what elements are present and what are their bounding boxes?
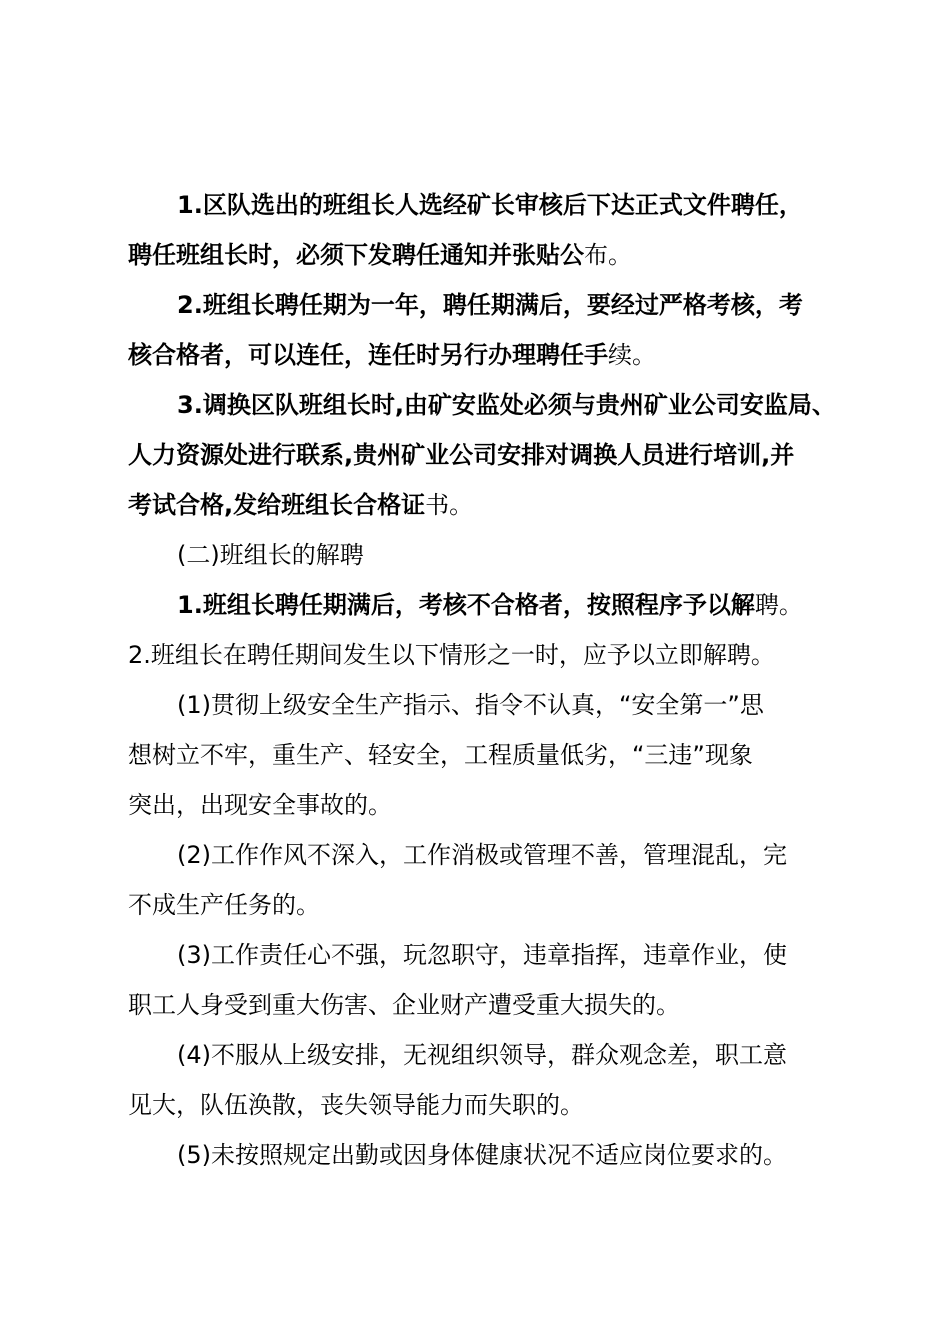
text-normal: 续。 <box>608 341 656 369</box>
condition-1-line-3 <box>128 788 392 822</box>
condition-1-line-2 <box>128 738 753 772</box>
text-bold: 3.调换区队班组长时,由矿安监处必须与贵州矿业公司安监局、 <box>177 391 836 419</box>
paragraph-2-line-2 <box>128 338 656 372</box>
text-bold: 聘任班组长时，必须下发聘任通知并张贴公 <box>128 241 584 269</box>
dismissal-item-1 <box>177 588 803 622</box>
text-normal: (1)贯彻上级安全生产指示、指令不认真，“安全第一”思 <box>177 691 764 719</box>
text-bold: 考试合格,发给班组长合格证 <box>128 491 426 519</box>
condition-3-line-1 <box>177 938 787 972</box>
section-heading <box>177 538 364 572</box>
condition-3-line-2 <box>128 988 680 1022</box>
text-normal: 想树立不牢，重生产、轻安全，工程质量低劣，“三违”现象 <box>128 741 753 769</box>
condition-5-line-1 <box>177 1138 787 1172</box>
text-bold: 人力资源处进行联系,贵州矿业公司安排对调换人员进行培训,并 <box>128 441 795 469</box>
text-bold: 1.区队选出的班组长人选经矿长审核后下达正式文件聘任， <box>177 191 803 219</box>
dismissal-item-2 <box>128 638 775 672</box>
condition-2-line-1 <box>177 838 787 872</box>
paragraph-3-line-2 <box>128 438 794 472</box>
text-normal: 不成生产任务的。 <box>128 891 320 919</box>
condition-1-line-1 <box>177 688 764 722</box>
text-normal: (4)不服从上级安排，无视组织领导，群众观念差，职工意 <box>177 1041 787 1069</box>
paragraph-1-line-1 <box>177 188 803 222</box>
text-normal: (2)工作作风不深入，工作消极或管理不善，管理混乱，完 <box>177 841 787 869</box>
text-normal: (3)工作责任心不强，玩忽职守，违章指挥，违章作业，使 <box>177 941 787 969</box>
text-normal: 书。 <box>425 491 474 519</box>
text-normal: (5)未按照规定出勤或因身体健康状况不适应岗位要求的。 <box>177 1141 787 1169</box>
text-normal: 职工人身受到重大伤害、企业财产遭受重大损失的。 <box>128 991 680 1019</box>
condition-4-line-1 <box>177 1038 787 1072</box>
text-bold: 1.班组长聘任期满后，考核不合格者，按照程序予以解 <box>177 591 755 619</box>
text-normal: (二)班组长的解聘 <box>177 541 364 569</box>
text-bold: 2.班组长聘任期为一年，聘任期满后，要经过严格考核，考 <box>177 291 803 319</box>
paragraph-2-line-1 <box>177 288 803 322</box>
condition-2-line-2 <box>128 888 320 922</box>
text-normal: 突出，出现安全事故的。 <box>128 791 392 819</box>
text-normal: 见大，队伍涣散，丧失领导能力而失职的。 <box>128 1091 584 1119</box>
text-normal: 聘。 <box>754 591 803 619</box>
condition-4-line-2 <box>128 1088 584 1122</box>
paragraph-1-line-2 <box>128 238 632 272</box>
paragraph-3-line-1 <box>177 388 836 422</box>
text-bold: 核合格者，可以连任，连任时另行办理聘任手 <box>128 341 608 369</box>
text-normal: 布。 <box>584 241 632 269</box>
text-normal: 2.班组长在聘任期间发生以下情形之一时，应予以立即解聘。 <box>128 641 775 669</box>
paragraph-3-line-3 <box>128 488 473 522</box>
